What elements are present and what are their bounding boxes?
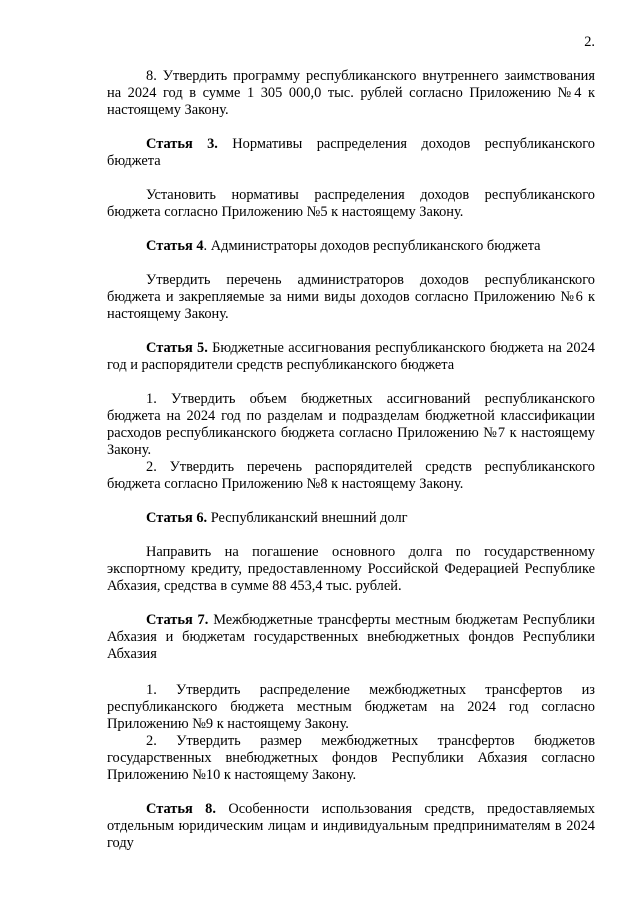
page-number: 2. <box>584 34 595 50</box>
article-6-title: Республиканский внешний долг <box>210 510 408 526</box>
article-7-heading <box>107 612 595 663</box>
article-7-label: Статья 7. <box>146 612 209 628</box>
article-4-text: Утвердить перечень администраторов доходов республиканского бюджета и закрепляемые за ними виды доходов согласно Приложению №6 к настоящему Закону. <box>107 272 595 322</box>
article-8-heading <box>107 801 595 852</box>
article-5-item-1: 1. Утвердить объем бюджетных ассигнований республиканского бюджета на 2024 год по разделам и подразделам бюджетной классификации расходов республиканского бюджета согласно Приложению №7 к настоящему Закону. <box>107 391 595 458</box>
article-5-item-2: 2. Утвердить перечень распорядителей средств республиканского бюджета согласно Приложению №8 к настоящему Закону. <box>107 459 595 492</box>
article-4-label: Статья 4 <box>146 238 204 254</box>
article-7-title: Межбюджетные трансферты местным бюджетам Республики Абхазия и бюджетам государственных внебюджетных фондов Республики Абхазия <box>107 612 596 662</box>
article-6-text: Направить на погашение основного долга по государственному экспортному кредиту, предоставленному Российской Федерацией Республике Абхазия, средства в сумме 88 453,4 тыс. рублей. <box>107 544 595 594</box>
article-5-heading <box>107 340 595 374</box>
article-8-title: Особенности использования средств, предоставляемых отдельным юридическим лицам и индивидуальным предпринимателям в 2024 году <box>107 801 595 851</box>
article-4-heading <box>107 238 595 255</box>
article-7-item-1: 1. Утвердить распределение межбюджетных трансфертов из республиканского бюджета местным бюджетам на 2024 год согласно Приложению №9 к настоящему Закону. <box>107 682 595 732</box>
article-3-heading <box>107 136 595 170</box>
article-5-title: Бюджетные ассигнования республиканского бюджета на 2024 год и распорядители средств республиканского бюджета <box>107 340 595 373</box>
article-3-title: Нормативы распределения доходов республиканского бюджета <box>107 136 596 169</box>
document-body <box>107 68 595 852</box>
article-8-label: Статья 8. <box>146 801 216 817</box>
article-6-heading <box>107 510 595 527</box>
article-3-label: Статья 3. <box>146 136 218 152</box>
article-3-text: Установить нормативы распределения доходов республиканского бюджета согласно Приложению №5 к настоящему Закону. <box>107 187 595 220</box>
article-5-label: Статья 5. <box>146 340 208 356</box>
article-6-label: Статья 6. <box>146 510 208 526</box>
article-4-title: . Администраторы доходов республиканского бюджета <box>203 238 541 254</box>
article-7-item-2: 2. Утвердить размер межбюджетных трансфертов бюджетов государственных внебюджетных фондов Республики Абхазия согласно Приложению №10 к настоящему Закону. <box>107 733 595 783</box>
paragraph-item-8: 8. Утвердить программу республиканского внутреннего заимствования на 2024 год в сумме 1 305 000,0 тыс. рублей согласно Приложению №4 к настоящему Закону. <box>107 68 595 118</box>
